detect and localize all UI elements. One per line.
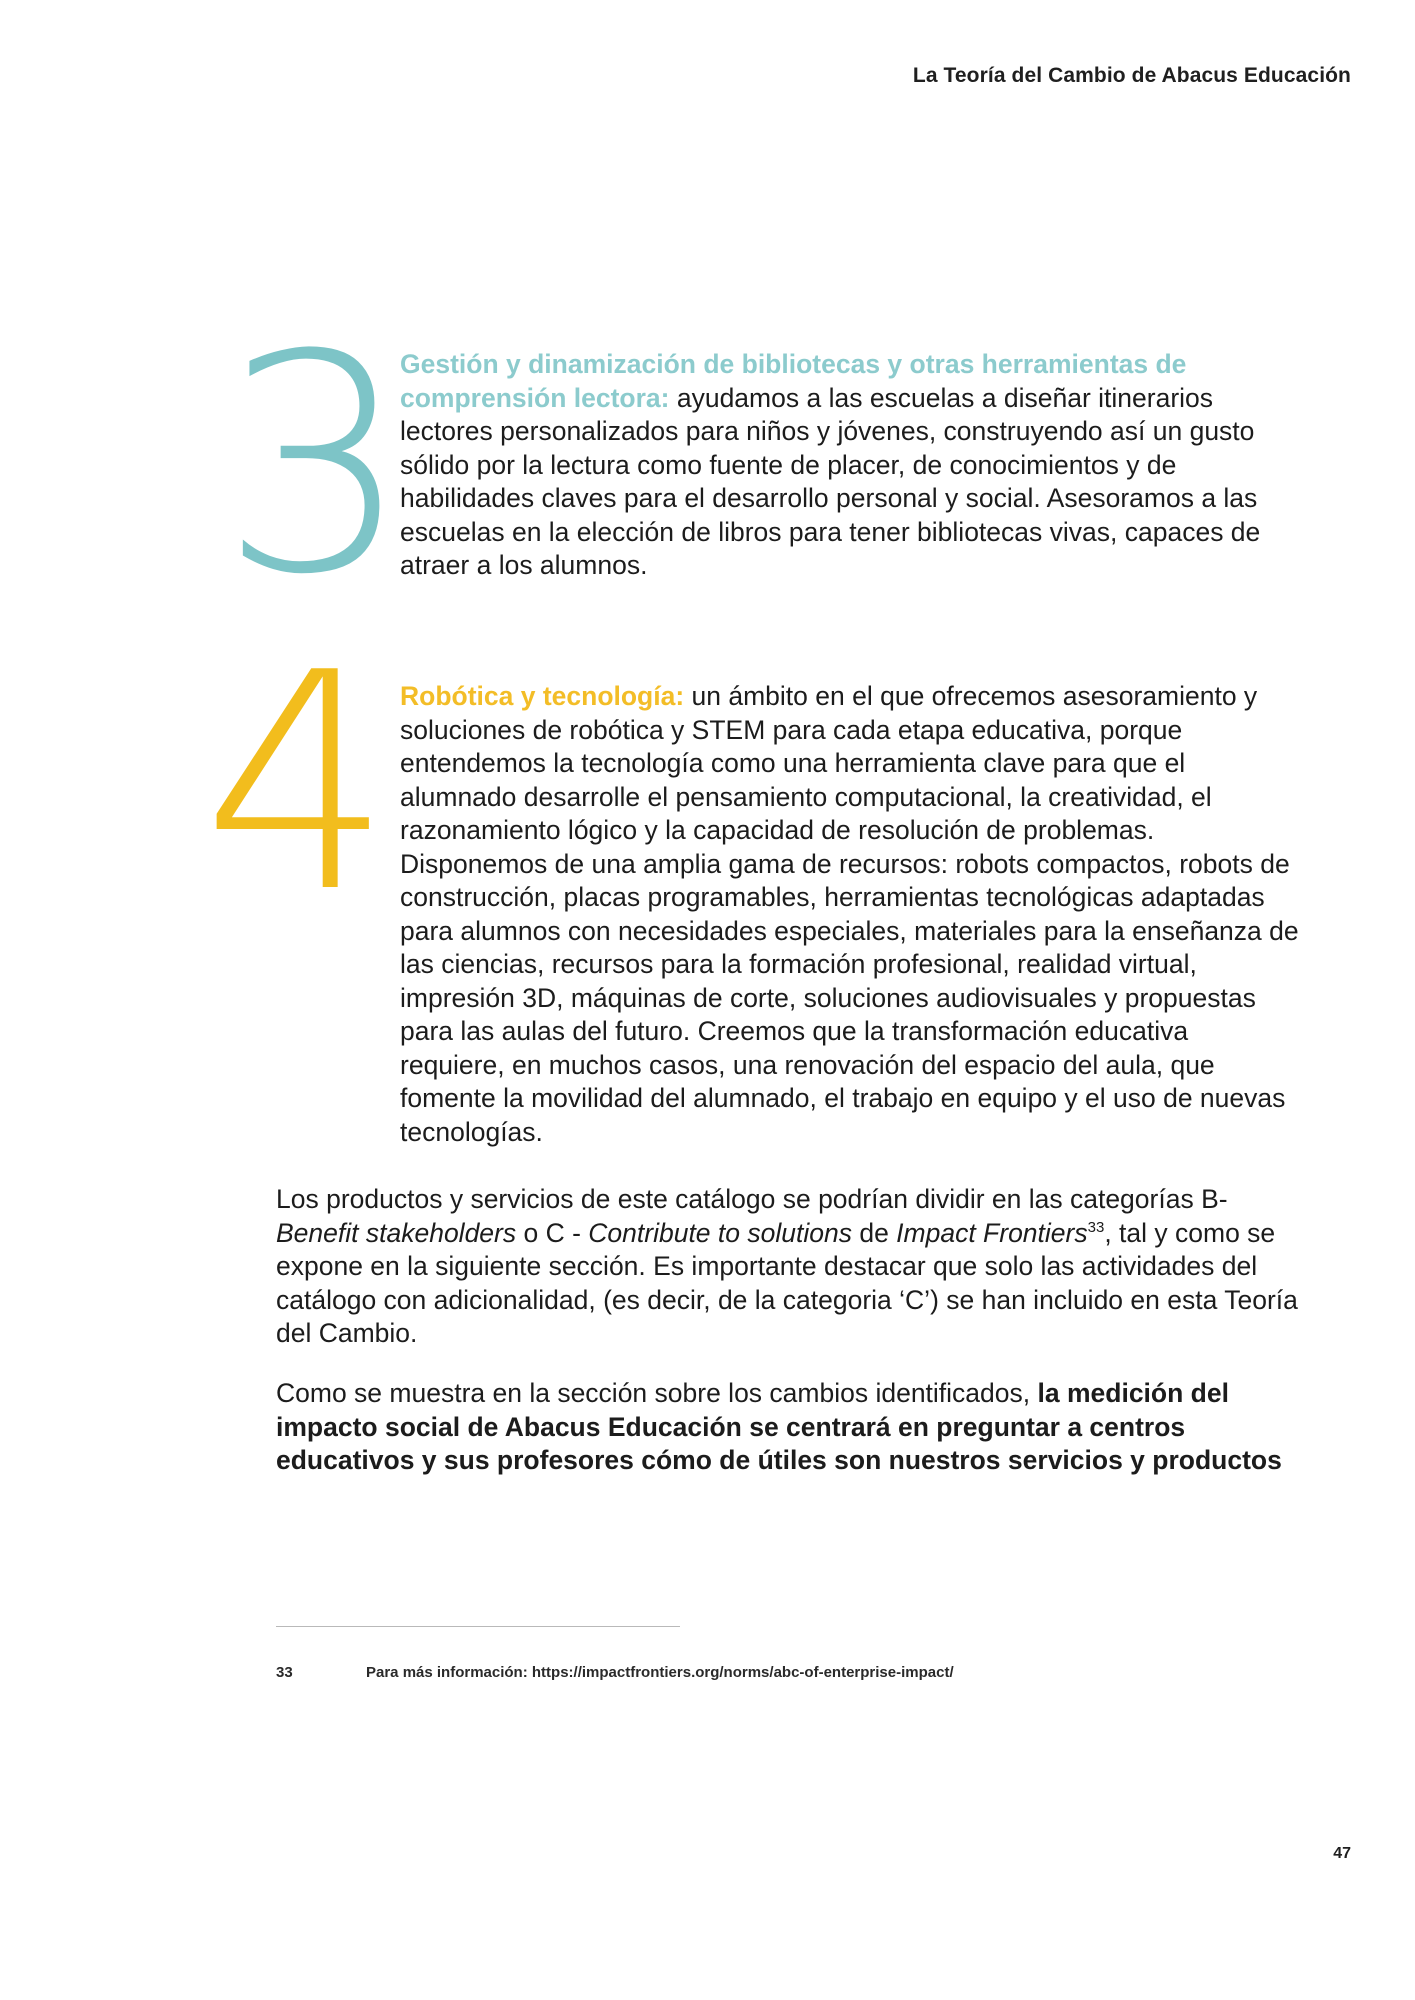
- benefit-stakeholders-term: Benefit stakeholders: [276, 1217, 517, 1248]
- catalog-paragraph: [276, 1183, 1306, 1351]
- section-4-body: un ámbito en el que ofrecemos asesoramiento y soluciones de robótica y STEM para cada etapa educativa, porque entendemos la tecnología como una herramienta clave para que el alumnado desarrolle el pensamiento computacional, la creatividad, el razonamiento lógico y la capacidad de resolución de problemas. Disponemos de una amplia gama de recursos: robots compactos, robots de construcción, placas programables, herramientas tecnológicas adaptadas para alumnos con necesidades especiales, materiales para la enseñanza de las ciencias, recursos para la formación profesional, realidad virtual, impresión 3D, máquinas de corte, soluciones audiovisuales y propuestas para las aulas del futuro. Creemos que la transformación educativa requiere, en muchos casos, una renovación del espacio del aula, que fomente la movilidad del alumnado, el trabajo en equipo y el uso de nuevas tecnologías.: [400, 681, 1299, 1147]
- catalog-text-1: Los productos y servicios de este catálogo se podrían dividir en las categorías B-: [276, 1184, 1228, 1214]
- section-3-heading: Gestión y dinamización de bibliotecas y otras herramientas de comprensión lectora:: [400, 349, 1187, 413]
- section-4-heading: Robótica y tecnología:: [400, 681, 685, 711]
- catalog-text-3: de: [851, 1217, 897, 1248]
- footnote-reference[interactable]: 33: [1087, 1218, 1105, 1236]
- section-3-body: ayudamos a las escuelas a diseñar itinerarios lectores personalizados para niños y jóvenes, construyendo así un gusto sólido por la lectura como fuente de placer, de conocimientos y de habilidades claves para el desarrollo personal y social. Asesoramos a las escuelas en la elección de libros para tener bibliotecas vivas, capaces de atraer a los alumnos.: [400, 382, 1261, 580]
- contribute-solutions-term: Contribute to solutions: [588, 1217, 852, 1248]
- section-number-3: 3: [220, 291, 411, 640]
- section-4-text: [400, 680, 1300, 1149]
- measurement-paragraph: [276, 1377, 1306, 1478]
- footnote-number: 33: [276, 1664, 293, 1681]
- catalog-text-2: o C -: [516, 1217, 589, 1248]
- footnote-divider: [276, 1626, 680, 1627]
- footnote-text: Para más información: https://impactfrontiers.org/norms/abc-of-enterprise-impact/: [366, 1664, 954, 1681]
- section-3: [200, 291, 1330, 640]
- impact-frontiers-term: Impact Frontiers: [896, 1217, 1088, 1248]
- section-4: [200, 609, 1330, 1172]
- page-number: 47: [1333, 1845, 1351, 1862]
- measurement-text: Como se muestra en la sección sobre los cambios identificados,: [276, 1378, 1038, 1408]
- measurement-bold-text: la medición del impacto social de Abacus Educación se centrará en preguntar a centros educativos y sus profesores cómo de útiles son nuestros servicios y productos: [276, 1378, 1282, 1475]
- catalog-text-4: , tal y como se expone en la siguiente sección. Es importante destacar que solo las actividades del catálogo con adicionalidad, (es decir, de la categoria ‘C’) se han incluido en esta Teoría del Cambio.: [276, 1217, 1298, 1348]
- section-number-4: 4: [202, 609, 393, 958]
- running-header: La Teoría del Cambio de Abacus Educación: [912, 64, 1351, 87]
- section-3-text: [400, 348, 1300, 583]
